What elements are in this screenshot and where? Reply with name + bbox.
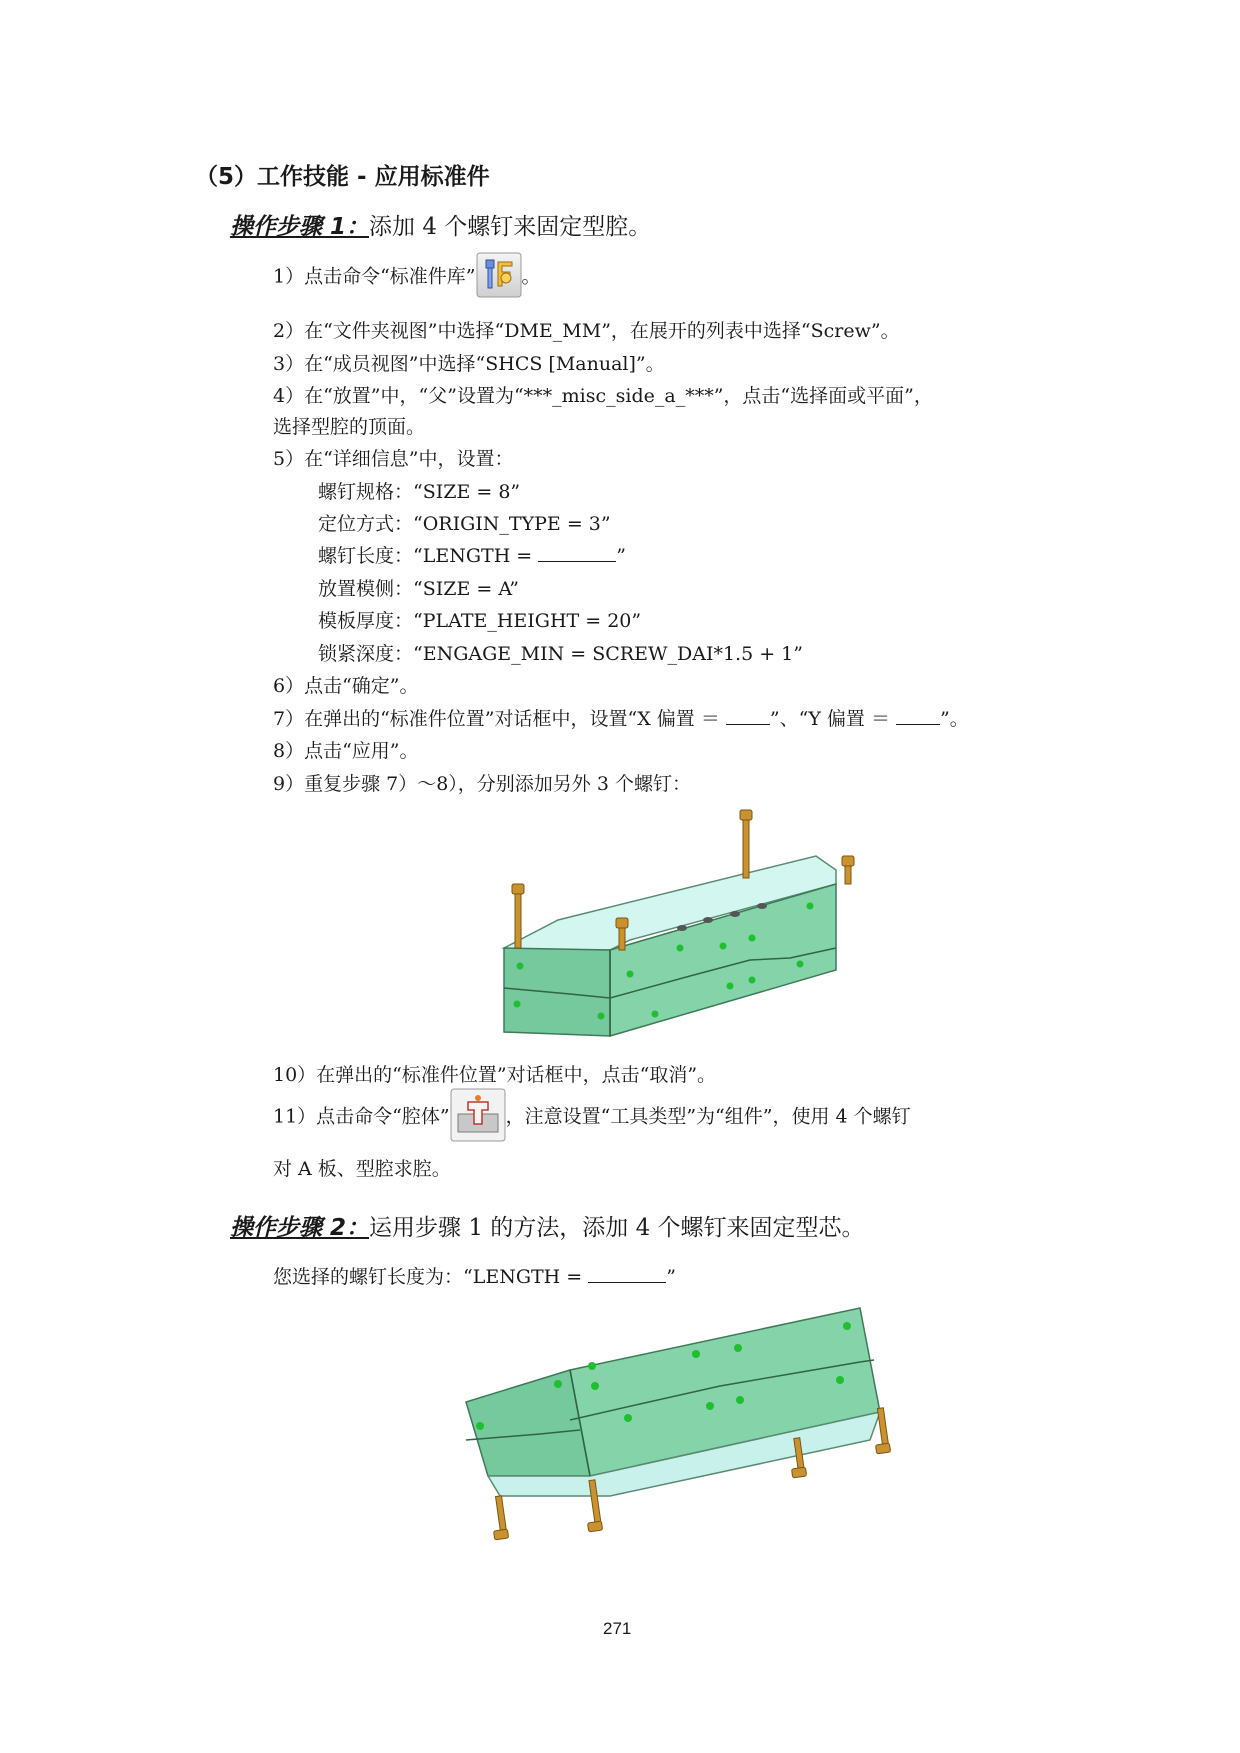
detail-name: 定位方式：	[318, 513, 414, 535]
x-offset-blank[interactable]	[726, 706, 770, 725]
detail-value: “PLATE_HEIGHT = 20”	[413, 610, 642, 632]
detail-value: “ENGAGE_MIN = SCREW_DAI*1.5 + 1”	[413, 643, 803, 665]
y-offset-blank[interactable]	[896, 706, 940, 725]
length-blank[interactable]	[538, 543, 616, 562]
step1-item-2: 2）在“文件夹视图”中选择“DME_MM”，在展开的列表中选择“Screw”。	[273, 320, 900, 342]
detail-row	[318, 574, 519, 601]
step2-label: 操作步骤 2：	[230, 1215, 370, 1241]
detail-row	[318, 509, 611, 536]
step2-text: 运用步骤 1 的方法，添加 4 个螺钉来固定型芯。	[369, 1215, 865, 1241]
detail-name: 锁紧深度：	[318, 643, 414, 665]
item-1-suffix: 。	[521, 265, 541, 288]
length-line-text: 您选择的螺钉长度为：“LENGTH =	[273, 1266, 589, 1288]
page-number: 271	[603, 1619, 632, 1638]
detail-row	[318, 606, 641, 633]
item-1-text: 1）点击命令“标准件库”	[273, 265, 476, 288]
item-7-text-c: ”。	[940, 708, 969, 730]
cavity-screws-figure	[490, 800, 870, 1054]
step1-item-11b: 对 A 板、型腔求腔。	[273, 1158, 451, 1180]
cavity-pocket-icon[interactable]	[450, 1088, 506, 1147]
detail-value: “ORIGIN_TYPE = 3”	[413, 513, 611, 535]
section-heading: （5）工作技能 - 应用标准件	[195, 164, 490, 190]
step1-item-10: 10）在弹出的“标准件位置”对话框中，点击“取消”。	[273, 1064, 717, 1086]
step1-item-9: 9）重复步骤 7）～8），分别添加另外 3 个螺钉：	[273, 773, 691, 795]
step1-item-11	[273, 1088, 911, 1147]
detail-name: 放置模侧：	[318, 578, 414, 600]
step1-title	[230, 208, 651, 241]
detail-name: 螺钉规格：	[318, 481, 414, 503]
length-line-close: ”	[666, 1266, 676, 1288]
detail-name: 模板厚度：	[318, 610, 414, 632]
length-answer-blank[interactable]	[588, 1264, 666, 1283]
detail-row	[318, 541, 626, 568]
detail-value-close: ”	[616, 545, 626, 567]
standard-part-library-icon[interactable]	[476, 252, 522, 303]
item-11-text: 11）点击命令“腔体”	[273, 1105, 450, 1128]
step1-item-6: 6）点击“确定”。	[273, 675, 419, 697]
step1-item-7	[273, 704, 969, 731]
step1-item-5: 5）在“详细信息”中，设置：	[273, 448, 514, 470]
item-7-text-b: ”、“Y 偏置 ＝	[769, 708, 890, 730]
detail-value: “SIZE = A”	[413, 578, 519, 600]
step2-length-line	[273, 1262, 676, 1289]
item-11-suffix: ，注意设置“工具类型”为“组件”，使用 4 个螺钉	[505, 1105, 911, 1128]
detail-row	[318, 477, 520, 504]
step1-item-4a: 4）在“放置”中，“父”设置为“***_misc_side_a_***”，点击“选择面或平面”，	[273, 385, 933, 407]
step1-item-1	[273, 252, 541, 303]
item-7-text-a: 7）在弹出的“标准件位置”对话框中，设置“X 偏置 ＝	[273, 708, 720, 730]
step1-item-8: 8）点击“应用”。	[273, 740, 419, 762]
detail-value: “SIZE = 8”	[413, 481, 521, 503]
step1-text: 添加 4 个螺钉来固定型腔。	[369, 214, 652, 240]
detail-value: “LENGTH =	[413, 545, 539, 567]
step1-item-4b: 选择型腔的顶面。	[273, 416, 426, 438]
detail-name: 螺钉长度：	[318, 545, 414, 567]
step2-title	[230, 1209, 865, 1242]
detail-row	[318, 639, 803, 666]
core-screws-figure	[460, 1300, 910, 1554]
step1-label: 操作步骤 1：	[230, 214, 370, 240]
step1-item-3: 3）在“成员视图”中选择“SHCS [Manual]”。	[273, 353, 665, 375]
